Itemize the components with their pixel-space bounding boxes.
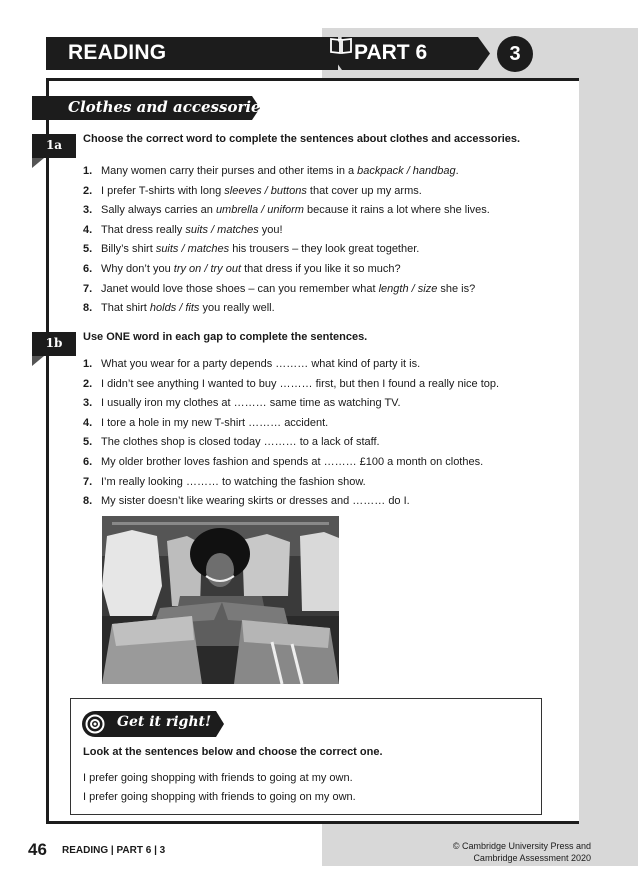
sentence-text: My older brother loves fashion and spends at ……… £100 a month on clothes.: [101, 456, 484, 468]
item-number: 1.: [83, 358, 93, 370]
word-choice: try on / try out: [173, 263, 242, 275]
word-choice: sleeves / buttons: [224, 184, 307, 197]
sentence-text: that cover up my arms.: [306, 184, 422, 197]
word-choice: suits / matches: [155, 243, 230, 256]
get-it-right-banner: [82, 711, 224, 737]
sentence-text: his trousers – they look great together.: [229, 243, 420, 256]
exercise-1a-item: [83, 302, 275, 314]
get-it-right-title: Get it right!: [117, 714, 212, 730]
exercise-1a-item: [83, 224, 283, 236]
copyright-notice: [453, 840, 591, 864]
item-number: 1.: [83, 165, 93, 177]
item-number: 4.: [83, 416, 93, 429]
sentence-text: that dress if you like it so much?: [241, 263, 401, 275]
sentence-text: Janet would love those shoes – can you remember what: [101, 282, 379, 295]
exercise-tag-label: 1a: [45, 138, 63, 152]
exercise-1b-instruction: Use ONE word in each gap to complete the sentences.: [83, 331, 368, 343]
header-title: READING: [68, 41, 167, 64]
item-number: 8.: [83, 495, 93, 508]
exercise-1a-instruction: Choose the correct word to complete the sentences about clothes and accessories.: [83, 133, 521, 145]
page-number: 46: [28, 840, 47, 859]
item-number: 6.: [83, 263, 93, 275]
item-number: 8.: [83, 302, 93, 315]
sentence-text: Why don’t you: [101, 263, 174, 275]
header-part-banner: [330, 37, 490, 70]
sentence-text: That shirt: [101, 302, 150, 315]
get-it-right-option: I prefer going shopping with friends to going on my own.: [83, 791, 356, 803]
exercise-1b-item: [83, 456, 483, 468]
exercise-tag-1b: [32, 332, 76, 366]
sentence-text: .: [455, 165, 459, 177]
item-number: 6.: [83, 456, 93, 468]
item-number: 3.: [83, 204, 93, 217]
section-title: Clothes and accessories: [68, 98, 270, 116]
sentence-text: she is?: [437, 282, 476, 295]
get-it-right-instruction: Look at the sentences below and choose the correct one.: [83, 746, 383, 758]
exercise-1b-item: [83, 436, 380, 448]
item-number: 4.: [83, 223, 93, 236]
exercise-1a-item: [83, 243, 419, 255]
exercise-1b-item: [83, 495, 410, 507]
exercise-1b-item: [83, 476, 366, 488]
copyright-line: © Cambridge University Press and: [452, 841, 591, 851]
sentence-text: you really well.: [199, 302, 275, 315]
sentence-text: I tore a hole in my new T-shirt ……… accident.: [101, 416, 329, 429]
word-choice: backpack / handbag: [357, 165, 456, 177]
item-number: 2.: [83, 184, 93, 197]
unit-number-badge: 3: [497, 36, 533, 72]
sentence-text: Sally always carries an: [101, 204, 216, 217]
exercise-1a-item: [83, 185, 422, 197]
sentence-text: I prefer T-shirts with long: [101, 184, 225, 197]
target-icon: [85, 714, 105, 734]
open-book-icon: [330, 37, 352, 55]
word-choice: umbrella / uniform: [215, 204, 304, 217]
copyright-line: Cambridge Assessment 2020: [473, 853, 591, 863]
sentence-text: Billy’s shirt: [101, 243, 156, 256]
item-number: 3.: [83, 397, 93, 410]
item-number: 7.: [83, 282, 93, 295]
sentence-text: I usually iron my clothes at ……… same time as watching TV.: [101, 397, 401, 410]
item-number: 7.: [83, 475, 93, 488]
exercise-1b-item: [83, 417, 328, 429]
clothes-shop-photo: [102, 516, 339, 684]
exercise-1a-item: [83, 263, 401, 275]
sentence-text: I didn’t see anything I wanted to buy ……… first, but then I found a really nice top.: [101, 377, 500, 390]
exercise-1a-item: [83, 165, 459, 177]
exercise-1b-item: [83, 378, 499, 390]
item-number: 5.: [83, 436, 93, 449]
sentence-text: because it rains a lot where she lives.: [303, 204, 490, 217]
sentence-text: My sister doesn’t like wearing skirts or dresses and ……… do I.: [101, 495, 410, 508]
sentence-text: you!: [258, 223, 283, 236]
sentence-text: The clothes shop is closed today ……… to a lack of staff.: [101, 436, 380, 449]
word-choice: suits / matches: [185, 223, 259, 236]
get-it-right-option: I prefer going shopping with friends to going at my own.: [83, 772, 353, 784]
item-number: 5.: [83, 243, 93, 256]
word-choice: holds / fits: [149, 302, 200, 315]
exercise-1a-item: [83, 204, 490, 216]
sentence-text: What you wear for a party depends ……… what kind of party it is.: [101, 358, 421, 370]
header-part-label: PART 6: [354, 41, 428, 64]
sentence-text: Many women carry their purses and other items in a: [101, 165, 358, 177]
sentence-text: I’m really looking ……… to watching the fashion show.: [101, 475, 366, 488]
item-number: 2.: [83, 377, 93, 390]
exercise-1b-item: [83, 397, 401, 409]
exercise-tag-label: 1b: [45, 336, 63, 350]
sentence-text: That dress really: [101, 223, 186, 236]
word-choice: length / size: [378, 282, 438, 295]
exercise-tag-1a: [32, 134, 76, 168]
section-banner: [32, 96, 270, 120]
header-bar: [46, 37, 338, 70]
footer-label: READING | PART 6 | 3: [62, 845, 166, 856]
exercise-1b-item: [83, 358, 420, 370]
exercise-1a-item: [83, 283, 475, 295]
